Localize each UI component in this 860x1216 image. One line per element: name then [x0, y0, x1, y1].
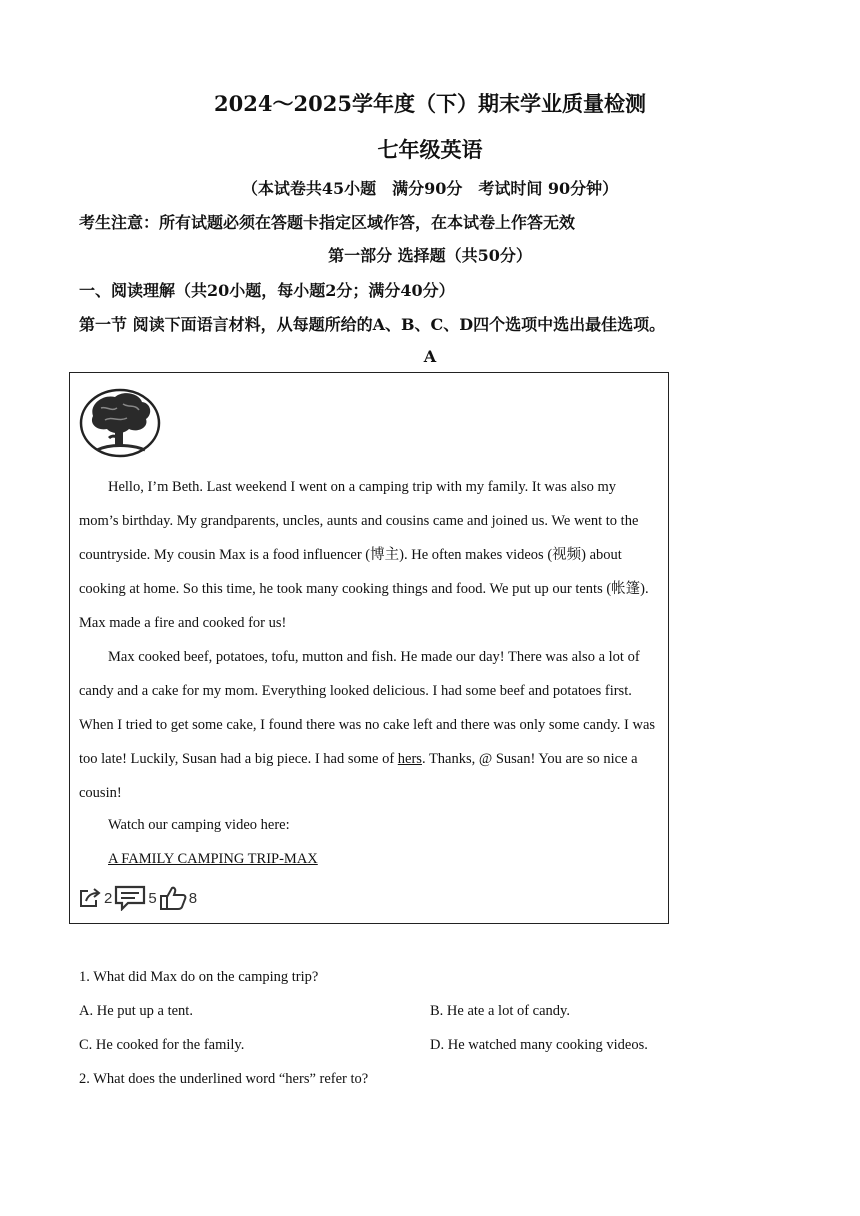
comment-icon[interactable] — [114, 885, 146, 911]
exam-subtitle: 七年级英语 — [377, 137, 483, 162]
comment-count: 5 — [148, 889, 157, 907]
exam-info: （本试卷共45小题 满分90分 考试时间 90分钟） — [241, 179, 619, 198]
question-1-option-a[interactable]: A. He put up a tent. — [79, 1003, 193, 1019]
tree-avatar-icon — [79, 386, 161, 458]
part1-title: 第一部分 选择题（共50分） — [328, 246, 532, 265]
underlined-word-hers: hers — [397, 751, 422, 767]
subsection-title: 第一节 阅读下面语言材料，从每题所给的A、B、C、D四个选项中选出最佳选项。 — [79, 315, 666, 334]
passage-paragraph-2 — [79, 640, 659, 810]
question-1-option-d[interactable]: D. He watched many cooking videos. — [430, 1037, 648, 1053]
paragraph-2-text-before: Max cooked beef, potatoes, tofu, mutton and fish. He made our day! There was also a lot of candy and a cake for my mom. Everything looked delicious. I had some beef and potatoes first. When I tried to get some cake, I found there was no cake left and there was only some candy. I was too late! Luckily, Susan had a big piece. I had some of — [79, 649, 656, 767]
video-link[interactable]: A FAMILY CAMPING TRIP-MAX — [108, 851, 318, 867]
paragraph-2-text-after: . Thanks, @ Susan! You are so nice a cousin! — [79, 751, 638, 801]
passage-paragraph-3: Watch our camping video here: — [108, 817, 290, 833]
question-1-option-c[interactable]: C. He cooked for the family. — [79, 1037, 245, 1053]
thumbs-up-icon[interactable] — [159, 885, 187, 911]
section-title: 一、阅读理解（共20小题，每小题2分；满分40分） — [79, 281, 455, 300]
question-1-stem: 1. What did Max do on the camping trip? — [79, 969, 319, 985]
passage-label: A — [423, 347, 437, 366]
exam-notice: 考生注意：所有试题必须在答题卡指定区域作答，在本试卷上作答无效 — [79, 213, 576, 232]
exam-title: 2024～2025学年度（下）期末学业质量检测 — [214, 91, 646, 116]
like-count: 8 — [188, 889, 198, 907]
passage-paragraph-1: Hello, I’m Beth. Last weekend I went on a camping trip with my family. It was also my mom’s birthday. My grandparents, uncles, aunts and cousins came and joined us. We went to the countryside. My cousin Max is a food influencer (博主). He often makes videos (视频) about cooking at home. So this time, he took many cooking things and food. We put up our tents (帐篷). Max made a fire and cooked for us! — [79, 479, 649, 631]
share-count: 2 — [104, 889, 113, 907]
share-icon[interactable] — [78, 887, 102, 909]
social-bar — [78, 884, 197, 912]
question-2-stem: 2. What does the underlined word “hers” refer to? — [79, 1071, 369, 1087]
question-1-option-b[interactable]: B. He ate a lot of candy. — [430, 1003, 570, 1019]
